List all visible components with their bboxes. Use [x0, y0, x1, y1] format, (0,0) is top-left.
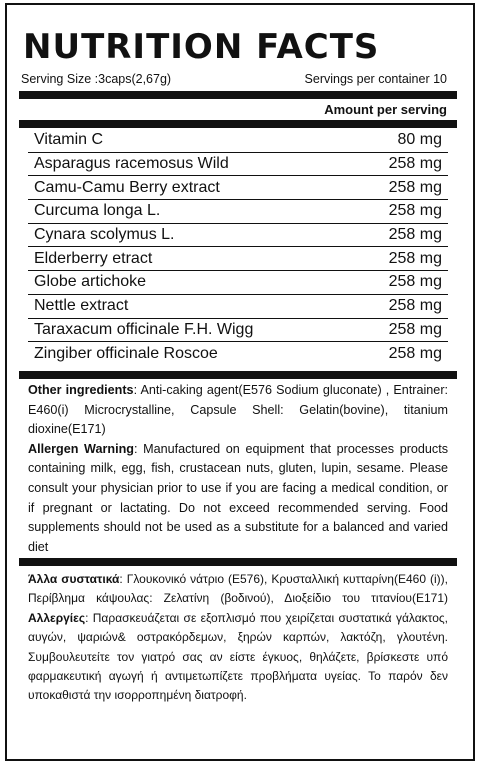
divider-thick-top — [19, 91, 457, 99]
ingredient-amount: 258 mg — [388, 178, 442, 196]
ingredient-name: Globe artichoke — [34, 273, 147, 291]
table-row — [28, 224, 448, 248]
table-row — [28, 200, 448, 224]
table-row — [28, 271, 448, 295]
greek-info-block — [28, 570, 448, 706]
ingredient-amount: 258 mg — [388, 273, 442, 291]
ingredient-name: Cynara scolymus L. — [34, 226, 175, 244]
table-row — [28, 319, 448, 343]
table-row — [28, 342, 448, 366]
table-row — [28, 129, 448, 153]
divider-thick-greek — [19, 558, 457, 566]
allergen-warning-text: : Manufactured on equipment that processes products containing milk, egg, fish, crustacean nuts, gluten, lupin, sesame. Please consult your physician prior to use if you are facing a medical condition, or if pregnant or lactating. Do not exceed recommended serving. Food supplements should not be used as a substitute for a balanced and varied diet — [28, 441, 448, 554]
ingredient-amount: 80 mg — [397, 131, 442, 149]
ingredient-amount: 258 mg — [388, 155, 442, 173]
table-row — [28, 176, 448, 200]
greek-other-ingredients-text: : Γλουκονικό νάτριο (E576), Κρυσταλλική κυτταρίνη(E460 (i)), Περίβλημα κάψουλας: Ζελατίνη (βοδινού), Διοξείδιο του τιτανίου(E171) — [28, 572, 448, 606]
allergen-warning-label: Allergen Warning — [28, 441, 134, 456]
ingredient-name: Taraxacum officinale F.H. Wigg — [34, 320, 254, 338]
divider-thick-ingredients — [19, 371, 457, 379]
ingredient-name: Camu-Camu Berry extract — [34, 178, 220, 196]
english-info-block — [28, 381, 448, 557]
ingredient-table — [28, 129, 448, 366]
other-ingredients-text: : Anti-caking agent(E576 Sodium gluconate) , Entrainer: E460(i) Microcrystalline, Capsule Shell: Gelatin(bovine), titanium dioxine(E171) — [28, 383, 449, 437]
table-row — [28, 247, 448, 271]
ingredient-name: Nettle extract — [34, 297, 129, 315]
amount-per-serving-header: Amount per serving — [324, 102, 447, 117]
ingredient-name: Zingiber officinale Roscoe — [34, 345, 218, 363]
ingredient-name: Vitamin C — [34, 131, 104, 149]
ingredient-amount: 258 mg — [388, 226, 442, 244]
ingredient-amount: 258 mg — [388, 249, 442, 267]
ingredient-amount: 258 mg — [388, 297, 442, 315]
label-title: NUTRITION FACTS — [23, 27, 380, 67]
greek-allergen-text: : Παρασκευάζεται σε εξοπλισμό που χειρίζεται συστατικά γάλακτος, αυγών, ψαριών& οστρακόρδεμων, ξηρών καρπών, λακτόζη, γλουτένη. Συμβουλευτείτε τον γιατρό σας αν είστε έγκυος, θηλάζετε, βρίσκεστε υπό φαρμακευτική αγωγή ή αντιμετωπίζετε προβλήματα υγείας. Το παρόν δεν υποκαθιστά την ισορροπημένη διατροφή. — [28, 610, 448, 703]
other-ingredients-label: Other ingredients — [28, 383, 134, 397]
greek-other-ingredients-label: Άλλα συστατικά — [28, 572, 120, 586]
ingredient-name: Asparagus racemosus Wild — [34, 155, 229, 173]
nutrition-facts-label — [5, 3, 475, 761]
ingredient-amount: 258 mg — [388, 202, 442, 220]
servings-per-container: Servings per container 10 — [304, 72, 447, 86]
serving-size: Serving Size :3caps(2,67g) — [21, 72, 172, 86]
serving-info — [21, 72, 447, 86]
ingredient-amount: 258 mg — [388, 345, 442, 363]
table-row — [28, 153, 448, 177]
greek-allergen-label: Αλλεργίες — [28, 610, 86, 625]
ingredient-name: Elderberry etract — [34, 249, 153, 267]
divider-thick-header — [19, 120, 457, 128]
table-row — [28, 295, 448, 319]
ingredient-name: Curcuma longa L. — [34, 202, 161, 220]
ingredient-amount: 258 mg — [388, 320, 442, 338]
